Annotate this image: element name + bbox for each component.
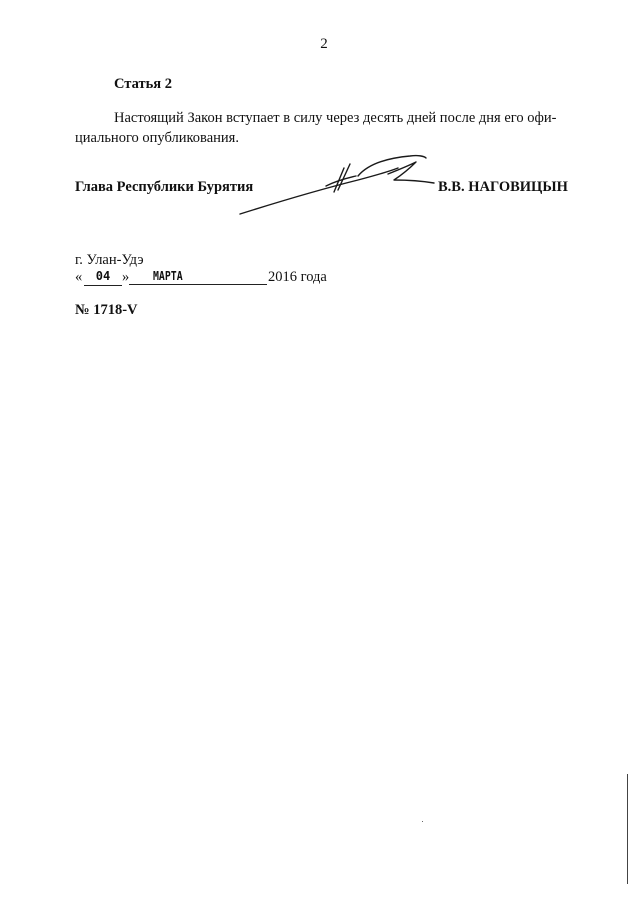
article-body-line-1: Настоящий Закон вступает в силу через десять дней после дня его офи- <box>114 110 557 126</box>
date-month-field <box>129 269 267 285</box>
date-close-quote: » <box>122 269 130 285</box>
scan-edge-line <box>627 774 628 884</box>
handwritten-signature <box>238 150 438 218</box>
page-number: 2 <box>320 36 328 52</box>
date-day: 04 <box>84 269 122 286</box>
law-number: № 1718-V <box>75 302 138 318</box>
signatory-name: В.В. НАГОВИЦЫН <box>438 179 568 195</box>
article-body-line-2: циального опубликования. <box>75 130 239 146</box>
city: г. Улан-Удэ <box>75 252 144 268</box>
date-open-quote: « <box>75 269 83 285</box>
article-heading: Статья 2 <box>114 76 172 92</box>
scan-speck <box>422 821 423 822</box>
date-year: 2016 года <box>268 269 327 285</box>
date-month: МАРТА <box>153 269 183 283</box>
signatory-title: Глава Республики Бурятия <box>75 179 254 195</box>
